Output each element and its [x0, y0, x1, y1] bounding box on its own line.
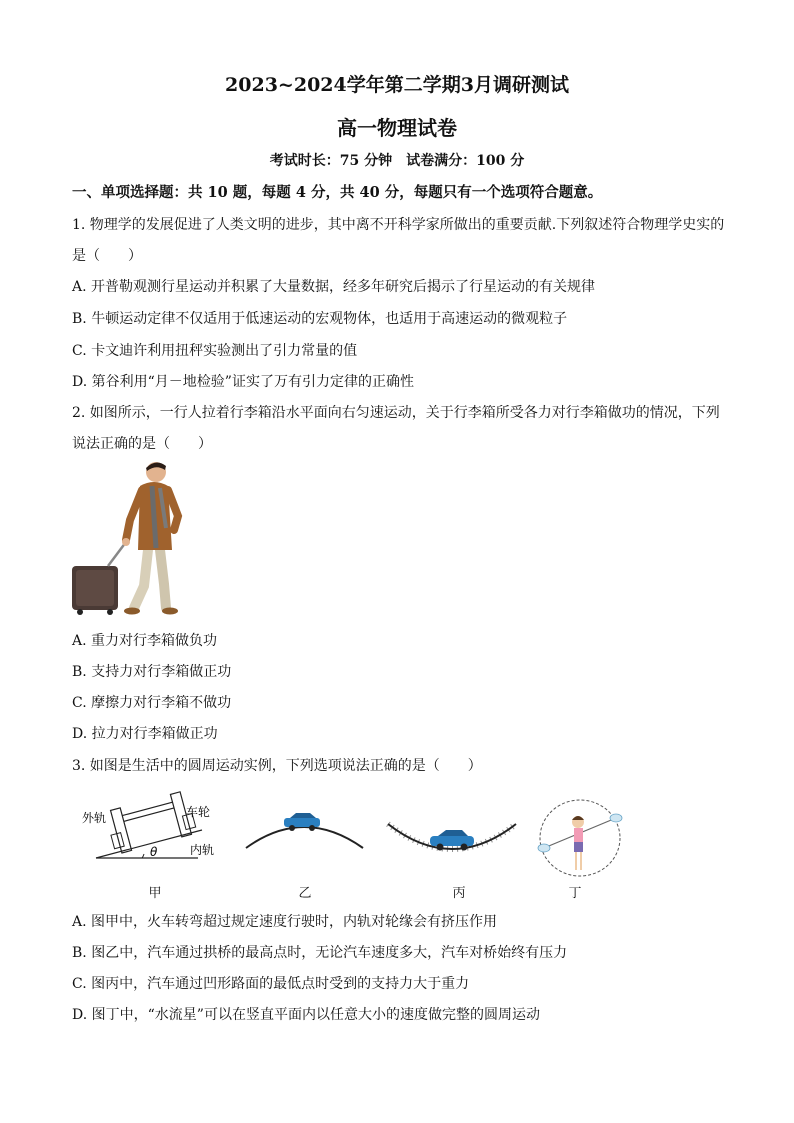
inner-rail-label: 内轨 — [190, 843, 215, 857]
wheel-label: 车轮 — [186, 805, 211, 819]
q2-option-b: B. 支持力对行李箱做正功 — [72, 664, 232, 680]
caption-yi: 乙 — [298, 886, 312, 901]
q3-option-c: C. 图丙中，汽车通过凹形路面的最低点时受到的支持力大于重力 — [72, 976, 470, 992]
q2-option-c: C. 摩擦力对行李箱不做功 — [72, 695, 232, 711]
q3-option-a: A. 图甲中，火车转弯超过规定速度行驶时，内轨对轮缘会有挤压作用 — [72, 914, 498, 930]
car-icon — [430, 830, 474, 851]
q3-option-b: B. 图乙中，汽车通过拱桥的最高点时，无论汽车速度多大，汽车对桥始终有压力 — [72, 945, 568, 961]
q2-stem-line2: 说法正确的是（ ） — [72, 436, 212, 452]
exam-title: 2023~2024学年第二学期3月调研测试 — [225, 74, 569, 96]
q3-stem: 3. 如图是生活中的圆周运动实例，下列选项说法正确的是（ ） — [72, 758, 482, 774]
q1-option-d: D. 第谷利用“月－地检验”证实了万有引力定律的正确性 — [72, 374, 414, 390]
outer-rail-label: 外轨 — [82, 811, 107, 825]
q1-option-b: B. 牛顿运动定律不仅适用于低速运动的宏观物体，也适用于高速运动的微观粒子 — [72, 311, 568, 327]
q1-option-c: C. 卡文迪许利用扭秤实验测出了引力常量的值 — [72, 343, 358, 359]
angle-label: θ — [150, 845, 158, 859]
caption-ding: 丁 — [568, 886, 582, 901]
q1-option-a: A. 开普勒观测行星运动并积累了大量数据，经多年研究后揭示了行星运动的有关规律 — [72, 279, 596, 295]
q2-option-d: D. 拉力对行李箱做正功 — [72, 726, 218, 742]
section-heading: 一、单项选择题：共 10 题，每题 4 分，共 40 分，每题只有一个选项符合题意。 — [72, 184, 603, 201]
exam-info: 考试时长：75 分钟 试卷满分：100 分 — [269, 153, 525, 169]
child-figure — [572, 816, 584, 870]
q3-figure-bing-concave-road — [384, 818, 520, 858]
caption-jia: 甲 — [148, 886, 162, 901]
q2-figure-man-with-luggage — [68, 458, 198, 618]
q3-figure-ding-water-meteor — [534, 796, 626, 880]
q1-stem-line1: 1. 物理学的发展促进了人类文明的进步，其中离不开科学家所做出的重要贡献.下列叙述符合物理学史实的 — [72, 217, 725, 233]
q3-figure-yi-arch-bridge — [242, 808, 367, 853]
q2-stem-line1: 2. 如图所示，一行人拉着行李箱沿水平面向右匀速运动，关于行李箱所受各力对行李箱做功的情况，下列 — [72, 405, 720, 421]
q3-figure-jia-rail — [78, 786, 228, 866]
q2-option-a: A. 重力对行李箱做负功 — [72, 633, 218, 649]
suitcase-handle — [108, 542, 126, 566]
q3-option-d: D. 图丁中，“水流星”可以在竖直平面内以任意大小的速度做完整的圆周运动 — [72, 1007, 540, 1023]
q1-stem-line2: 是（ ） — [72, 248, 142, 264]
exam-subtitle: 高一物理试卷 — [337, 116, 457, 140]
car-icon — [284, 813, 320, 831]
caption-bing: 丙 — [452, 886, 466, 901]
